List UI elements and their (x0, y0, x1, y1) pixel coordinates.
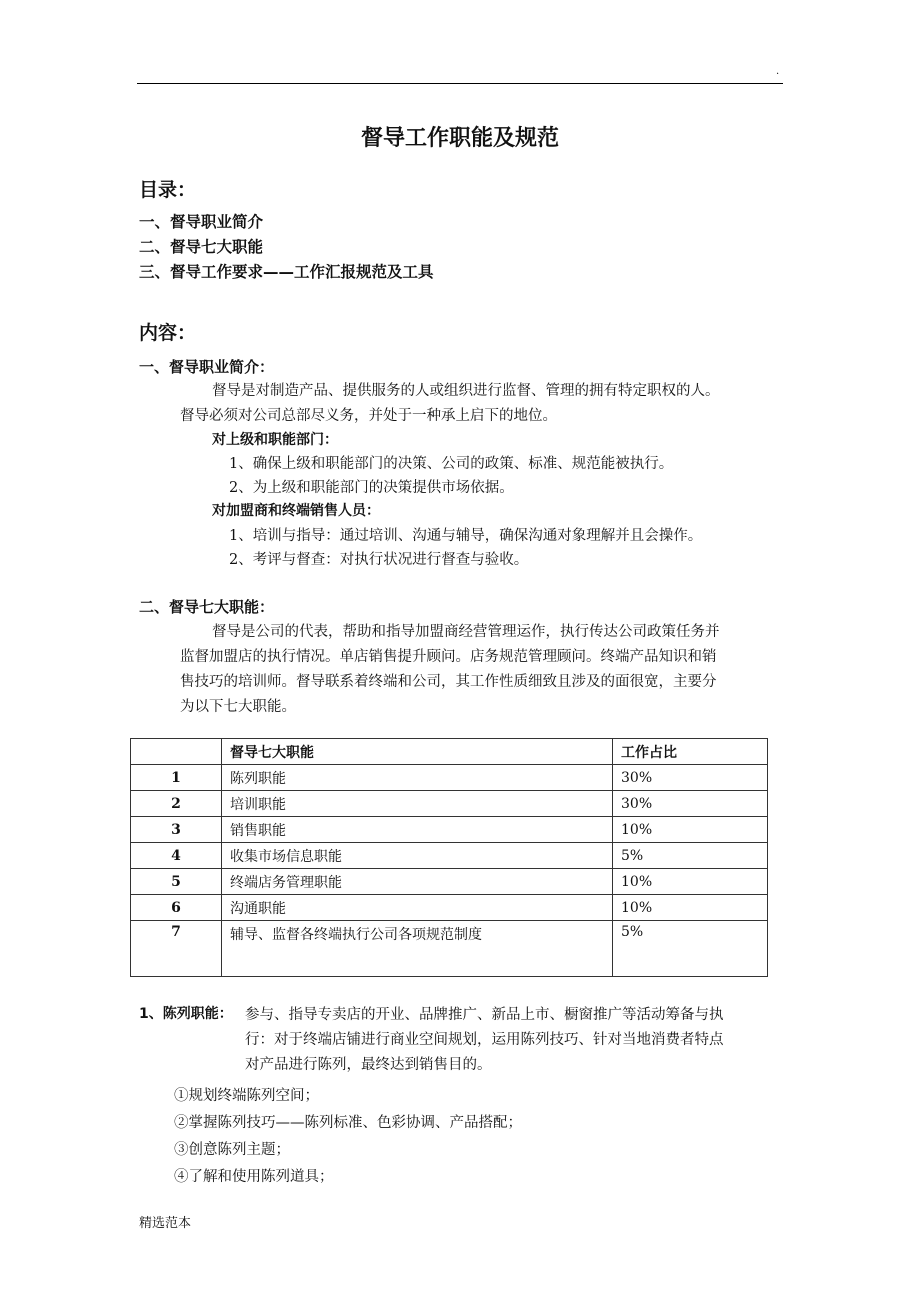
row-duty: 收集市场信息职能 (222, 843, 613, 869)
row-duty: 终端店务管理职能 (222, 869, 613, 895)
toc-item-2: 二、督导七大职能 (139, 238, 264, 256)
row-share: 10% (613, 869, 768, 895)
section1-sub2-title: 对加盟商和终端销售人员： (212, 503, 380, 519)
display-point-2: ②掌握陈列技巧——陈列标准、色彩协调、产品搭配； (174, 1115, 522, 1131)
section1-sub1-title: 对上级和职能部门： (212, 432, 338, 448)
display-duty-line3: 对产品进行陈列，最终达到销售目的。 (245, 1057, 492, 1073)
section1-intro-line1: 督导是对制造产品、提供服务的人或组织进行监督、管理的拥有特定职权的人。 (212, 383, 720, 399)
table-header-duty: 督导七大职能 (222, 739, 613, 765)
table-row (131, 895, 768, 921)
table-row (131, 869, 768, 895)
footer-text: 精选范本 (139, 1216, 192, 1231)
section1-heading: 一、督导职业简介： (139, 358, 275, 376)
section2-para-line3: 售技巧的培训师。督导联系着终端和公司，其工作性质细致且涉及的面很宽，主要分 (180, 674, 717, 690)
row-number: 5 (131, 869, 222, 895)
section1-sub1-item1: 1、确保上级和职能部门的决策、公司的政策、标准、规范能被执行。 (229, 456, 674, 472)
table-row (131, 765, 768, 791)
display-duty-label: 1、陈列职能： (139, 1006, 233, 1022)
section1-sub1-item2: 2、为上级和职能部门的决策提供市场依据。 (229, 480, 514, 496)
duties-table (130, 738, 768, 977)
section1-sub2-item1: 1、培训与指导：通过培训、沟通与辅导，确保沟通对象理解并且会操作。 (229, 528, 703, 544)
row-number: 1 (131, 765, 222, 791)
row-number: 2 (131, 791, 222, 817)
table-row (131, 843, 768, 869)
table-header-row (131, 739, 768, 765)
row-share: 30% (613, 765, 768, 791)
table-row (131, 921, 768, 977)
display-duty-line2: 行：对于终端店铺进行商业空间规划，运用陈列技巧、针对当地消费者特点 (245, 1032, 724, 1048)
row-number: 6 (131, 895, 222, 921)
toc-item-1: 一、督导职业简介 (139, 213, 264, 231)
section2-para-line4: 为以下七大职能。 (180, 699, 296, 715)
row-share: 5% (613, 843, 768, 869)
table-header-share: 工作占比 (613, 739, 768, 765)
row-duty: 培训职能 (222, 791, 613, 817)
row-duty: 辅导、监督各终端执行公司各项规范制度 (222, 921, 613, 977)
display-point-3: ③创意陈列主题； (174, 1142, 290, 1158)
row-duty: 销售职能 (222, 817, 613, 843)
section2-para-line1: 督导是公司的代表，帮助和指导加盟商经营管理运作，执行传达公司政策任务并 (212, 624, 720, 640)
row-share: 10% (613, 817, 768, 843)
row-number: 7 (131, 921, 222, 977)
section1-intro-line2: 督导必须对公司总部尽义务，并处于一种承上启下的地位。 (180, 408, 557, 424)
table-row (131, 791, 768, 817)
header-rule (137, 83, 783, 84)
row-share: 10% (613, 895, 768, 921)
display-point-4: ④了解和使用陈列道具； (174, 1169, 334, 1185)
row-number: 3 (131, 817, 222, 843)
row-share: 30% (613, 791, 768, 817)
row-duty: 陈列职能 (222, 765, 613, 791)
document-title: 督导工作职能及规范 (360, 126, 559, 151)
table-header-no (131, 739, 222, 765)
section1-sub2-item2: 2、考评与督查：对执行状况进行督查与验收。 (229, 552, 529, 568)
row-number: 4 (131, 843, 222, 869)
table-row (131, 817, 768, 843)
display-duty-line1: 参与、指导专卖店的开业、品牌推广、新品上市、橱窗推广等活动筹备与执 (245, 1007, 724, 1023)
toc-heading: 目录： (139, 179, 197, 201)
header-mark: . (776, 66, 780, 77)
section2-heading: 二、督导七大职能： (139, 598, 275, 616)
row-share: 5% (613, 921, 768, 977)
display-point-1: ①规划终端陈列空间； (174, 1088, 319, 1104)
toc-item-3: 三、督导工作要求——工作汇报规范及工具 (139, 263, 434, 281)
row-duty: 沟通职能 (222, 895, 613, 921)
section2-para-line2: 监督加盟店的执行情况。单店销售提升顾问。店务规范管理顾问。终端产品知识和销 (180, 649, 717, 665)
content-heading: 内容： (139, 322, 197, 344)
